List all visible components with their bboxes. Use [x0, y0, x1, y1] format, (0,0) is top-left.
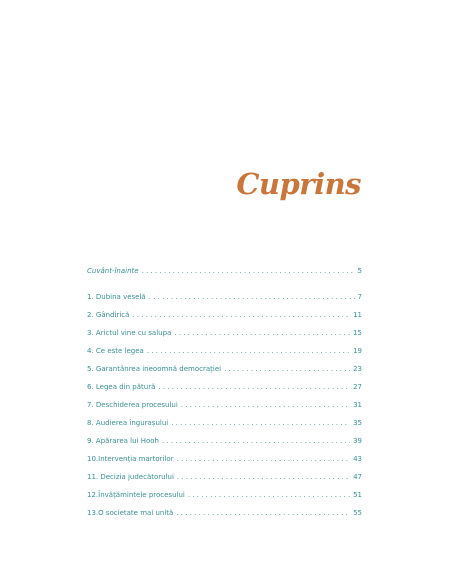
toc-entry-page: 47 — [353, 473, 362, 481]
toc-dot-leader — [147, 346, 350, 356]
toc-entry-intro[interactable] — [87, 266, 362, 276]
toc-chapter-list — [87, 292, 362, 518]
toc-dot-leader — [162, 436, 350, 446]
toc-entry-label: 9. Apărarea lui Hooh — [87, 437, 159, 445]
toc-entry-page: 19 — [353, 347, 362, 355]
toc-entry[interactable] — [87, 436, 362, 446]
toc-entry-page: 51 — [353, 491, 362, 499]
toc-entry[interactable] — [87, 328, 362, 338]
toc-entry-label: 3. Arictul vine cu salupa — [87, 329, 172, 337]
toc-entry[interactable] — [87, 418, 362, 428]
toc-dot-leader — [142, 266, 355, 276]
toc-dot-leader — [174, 328, 350, 338]
toc-entry-label: 1. Dubina veselă — [87, 293, 146, 301]
table-of-contents — [87, 266, 362, 526]
toc-entry-label: 6. Legea din pătură — [87, 383, 156, 391]
toc-entry-page: 7 — [357, 293, 362, 301]
toc-entry-page: 15 — [353, 329, 362, 337]
toc-entry-page: 35 — [353, 419, 362, 427]
toc-entry[interactable] — [87, 364, 362, 374]
toc-dot-leader — [181, 400, 350, 410]
toc-dot-leader — [149, 292, 355, 302]
toc-dot-leader — [158, 382, 350, 392]
toc-entry[interactable] — [87, 490, 362, 500]
toc-entry-page: 55 — [353, 509, 362, 517]
toc-entry-page: 5 — [357, 267, 362, 275]
toc-dot-leader — [176, 508, 350, 518]
toc-entry[interactable] — [87, 472, 362, 482]
toc-entry-label: 10.Intervenția martorilor — [87, 455, 174, 463]
toc-entry[interactable] — [87, 310, 362, 320]
toc-dot-leader — [171, 418, 350, 428]
toc-dot-leader — [177, 472, 350, 482]
toc-entry[interactable] — [87, 346, 362, 356]
toc-entry-label: Cuvânt-înainte — [87, 267, 139, 275]
toc-entry-label: 13.O societate mai unită — [87, 509, 174, 517]
toc-dot-leader — [177, 454, 350, 464]
toc-entry[interactable] — [87, 454, 362, 464]
toc-entry[interactable] — [87, 400, 362, 410]
toc-entry[interactable] — [87, 292, 362, 302]
toc-dot-leader — [224, 364, 350, 374]
toc-entry[interactable] — [87, 508, 362, 518]
toc-entry-label: 8. Audierea îngurașului — [87, 419, 169, 427]
toc-entry[interactable] — [87, 382, 362, 392]
toc-entry-page: 27 — [353, 383, 362, 391]
toc-entry-label: 4. Ce este legea — [87, 347, 144, 355]
toc-entry-label: 12.Învățămintele procesului — [87, 491, 185, 499]
toc-entry-label: 2. Gândirică — [87, 311, 130, 319]
toc-dot-leader — [132, 310, 350, 320]
toc-entry-page: 31 — [353, 401, 362, 409]
toc-entry-page: 23 — [353, 365, 362, 373]
toc-entry-label: 11. Decizia judecătorului — [87, 473, 174, 481]
toc-entry-page: 43 — [353, 455, 362, 463]
toc-dot-leader — [188, 490, 350, 500]
toc-entry-page: 11 — [353, 311, 362, 319]
toc-entry-page: 39 — [353, 437, 362, 445]
toc-entry-label: 7. Deschiderea procesului — [87, 401, 178, 409]
page-title: Cuprins — [236, 167, 361, 201]
toc-entry-label: 5. Garantânrea ineoomnă democrației — [87, 365, 222, 373]
